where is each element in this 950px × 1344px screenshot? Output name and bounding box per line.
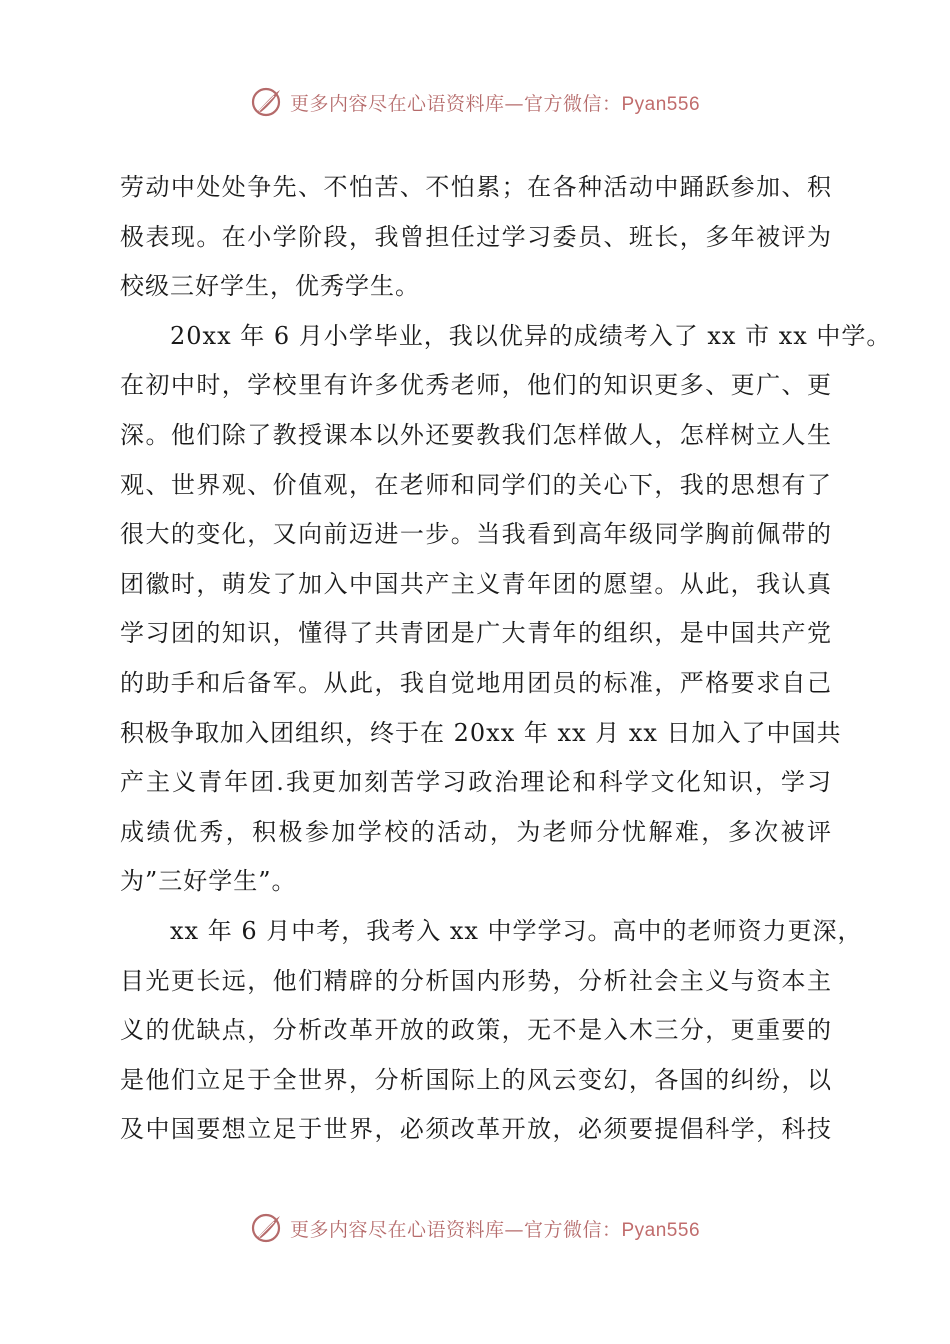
- text-line: 极表现。在小学阶段，我曾担任过学习委员、班长，多年被评为: [120, 222, 832, 251]
- text-line: 为”三好学生”。: [120, 867, 297, 896]
- text-line: 义的优缺点，分析改革开放的政策，无不是入木三分，更重要的: [120, 1016, 832, 1045]
- text-line: 成绩优秀，积极参加学校的活动，为老师分忧解难，多次被评: [120, 817, 832, 846]
- text-line: 观、世界观、价值观，在老师和同学们的关心下，我的思想有了: [120, 470, 832, 499]
- header-banner: [0, 82, 950, 122]
- text-line: 学习团的知识，懂得了共青团是广大青年的组织，是中国共产党: [120, 619, 832, 648]
- text-line: 目光更长远，他们精辟的分析国内形势，分析社会主义与资本主: [120, 966, 832, 995]
- text-line: 产主义青年团.我更加刻苦学习政治理论和科学文化知识，学习: [120, 768, 832, 797]
- text-line: 团徽时，萌发了加入中国共产主义青年团的愿望。从此，我认真: [120, 569, 832, 598]
- banner-text: [290, 1215, 700, 1242]
- text-line: xx 年 6 月中考，我考入 xx 中学学习。高中的老师资力更深，: [170, 916, 863, 945]
- document-body: [120, 163, 892, 1155]
- footer-banner: [0, 1208, 950, 1248]
- banner-label: 更多内容尽在心语资料库—官方微信：: [289, 1218, 622, 1241]
- quill-pen-logo-icon: [250, 85, 284, 119]
- text-line: 深。他们除了教授课本以外还要教我们怎样做人，怎样树立人生: [120, 420, 832, 449]
- text-line: 劳动中处处争先、不怕苦、不怕累；在各种活动中踊跃参加、积: [120, 173, 832, 201]
- text-line: 积极争取加入团组织，终于在 20xx 年 xx 月 xx 日加入了中国共: [120, 718, 842, 747]
- text-line: 20xx 年 6 月小学毕业，我以优异的成绩考入了 xx 市 xx 中学。: [170, 321, 892, 350]
- quill-pen-logo-icon: [250, 1211, 284, 1245]
- banner-label: 更多内容尽在心语资料库—官方微信：: [289, 92, 622, 115]
- wechat-id: Pyan556: [621, 1219, 701, 1241]
- text-line: 是他们立足于全世界，分析国际上的风云变幻，各国的纠纷，以: [120, 1065, 832, 1094]
- text-line: 在初中时，学校里有许多优秀老师，他们的知识更多、更广、更: [120, 371, 832, 400]
- banner-text: [290, 89, 700, 116]
- text-line: 校级三好学生，优秀学生。: [120, 272, 420, 301]
- wechat-id: Pyan556: [621, 93, 701, 115]
- text-line: 的助手和后备军。从此，我自觉地用团员的标准，严格要求自己: [120, 668, 832, 697]
- text-line: 很大的变化，又向前迈进一步。当我看到高年级同学胸前佩带的: [120, 520, 832, 549]
- text-line: 及中国要想立足于世界，必须改革开放，必须要提倡科学，科技: [120, 1115, 832, 1144]
